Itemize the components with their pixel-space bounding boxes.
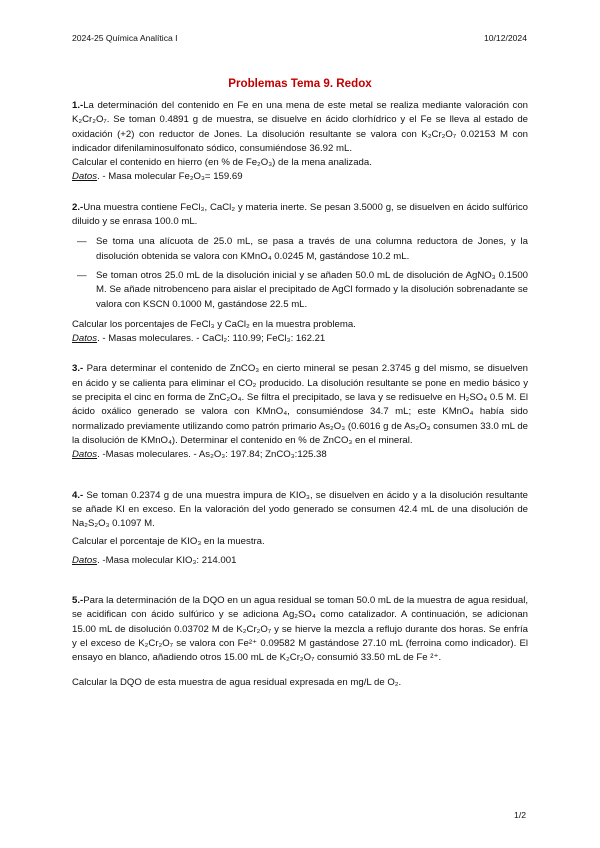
datos-text: . - Masas moleculares. - CaCl₂: 110.99; FeCl₃: 162.21 xyxy=(97,333,326,345)
problem-number: 2.- xyxy=(72,201,84,213)
datos-text: . -Masas moleculares. - As₂O₃: 197.84; ZnCO₃:125.38 xyxy=(97,449,327,461)
problem-statement: Se toman 0.2374 g de una muestra impura de KIO₃, se disuelven en ácido y a la disolución resultante se añade KI en exceso. En la valoración del yodo generado se consumen 42.4 mL de una disolución de Na₂S₂O₃ 0.1097 M. xyxy=(72,489,528,530)
problem-data xyxy=(72,554,528,568)
problem-2 xyxy=(72,201,528,347)
dash-icon: — xyxy=(77,236,87,248)
problem-question: Calcular la DQO de esta muestra de agua residual expresada en mg/L de O₂. xyxy=(72,676,402,688)
problem-statement: Para determinar el contenido de ZnCO₃ en cierto mineral se pesan 2.3745 g del mismo, se disuelven en ácido y se calienta para eliminar el CO₂ producido. La disolución resultante se pone en medio básico y se precipita el cinc en forma de ZnC₂O₄. Se filtra el precipitado, se lava y se redisuelve en H₂SO₄ 0.5 M. El ácido oxálico generado se valora con KMnO₄, consumiéndose 34.7 mL; este KMnO₄ había sido normalizado previamente utilizando como patrón primario As₂O₃ (0.6016 g de As₂O₃ consumen 33.0 mL de la disolución de KMnO₄). Determinar el contenido en % de ZnCO₃ en el mineral. xyxy=(72,363,528,446)
problem-number: 1.- xyxy=(72,100,84,111)
problem-bullets xyxy=(72,235,528,311)
problem-3 xyxy=(72,362,528,462)
datos-text: . -Masa molecular KIO₃: 214.001 xyxy=(97,554,237,566)
page-number: 1/2 xyxy=(514,810,526,820)
problem-list xyxy=(72,99,528,690)
datos-label: Datos xyxy=(72,449,98,461)
problem-question: Calcular el contenido en hierro (en % de Fe₂O₃) de la mena analizada. xyxy=(72,157,372,169)
problem-number: 4.- xyxy=(72,489,84,501)
bullet-item: — Se toman otros 25.0 mL de la disolución inicial y se añaden 50.0 mL de disolución de AgNO₃ 0.1500 M. Se añade nitrobenceno para aislar el precipitado de AgCl formado y la disolución sobrenadante se valora con KSCN 0.1000 M, gastándose 22.5 mL. xyxy=(77,269,528,310)
header-date: 10/12/2024 xyxy=(483,33,527,43)
problem-statement: Para la determinación de la DQO en un agua residual se toman 50.0 mL de la muestra de agua residual, se acidifican con ácido sulfúrico y se adiciona Ag₂SO₄ como catalizador. A continuación, se adicionan 15.00 mL de disolución 0.03702 M de K₂Cr₂O₇ y se hierve la mezcla a reflujo durante dos horas. Se enfría y el exceso de K₂Cr₂O₇ se valora con Fe²⁺ 0.09582 M gastándose 27.10 mL (ferroina como indicador). El ensayo en blanco, añadiendo otros 15.00 mL de K₂Cr₂O₇ consumió 33.50 mL de Fe ²⁺. xyxy=(72,595,528,664)
problem-statement: La determinación del contenido en Fe en una mena de este metal se realiza mediante valoración con K₂Cr₂O₇. Se toman 0.4891 g de muestra, se disuelve en ácido clorhídrico y el Fe se lleva al estado de oxidación (+2) con reductor de Jones. La disolución resultante se valora con K₂Cr₂O₇ 0.02153 M con indicador difenilaminosulfonato sódico, consumiéndose 36.92 mL. xyxy=(72,100,528,154)
problem-number: 5.- xyxy=(72,595,84,607)
datos-text: . - Masa molecular Fe₂O₃= 159.69 xyxy=(97,171,243,183)
problem-question: Calcular el porcentaje de KIO₃ en la muestra. xyxy=(72,536,265,548)
problem-4 xyxy=(72,489,528,568)
header-course: 2024-25 Química Analítica I xyxy=(72,33,178,43)
datos-label: Datos xyxy=(72,171,98,183)
dash-icon: — xyxy=(77,269,87,281)
problem-number: 3.- xyxy=(72,363,84,375)
problem-data xyxy=(72,332,528,346)
datos-label: Datos xyxy=(72,333,98,345)
problem-1 xyxy=(72,99,528,185)
page-title: Problemas Tema 9. Redox xyxy=(228,77,372,90)
datos-label: Datos xyxy=(72,554,98,566)
problem-data xyxy=(72,170,528,184)
problem-data xyxy=(72,448,528,462)
problem-5 xyxy=(72,594,528,690)
problem-question: Calcular los porcentajes de FeCl₃ y CaCl₂ en la muestra problema. xyxy=(72,318,356,330)
bullet-item: — Se toma una alícuota de 25.0 mL, se pasa a través de una columna reductora de Jones, y la disolución obtenida se valora con KMnO₄ 0.0245 M, gastándose 10.2 mL. xyxy=(77,236,528,262)
problem-statement: Una muestra contiene FeCl₃, CaCl₂ y materia inerte. Se pesan 3.5000 g, se disuelven en ácido sulfúrico diluido y se enrasa 100.0 mL. xyxy=(72,201,528,228)
